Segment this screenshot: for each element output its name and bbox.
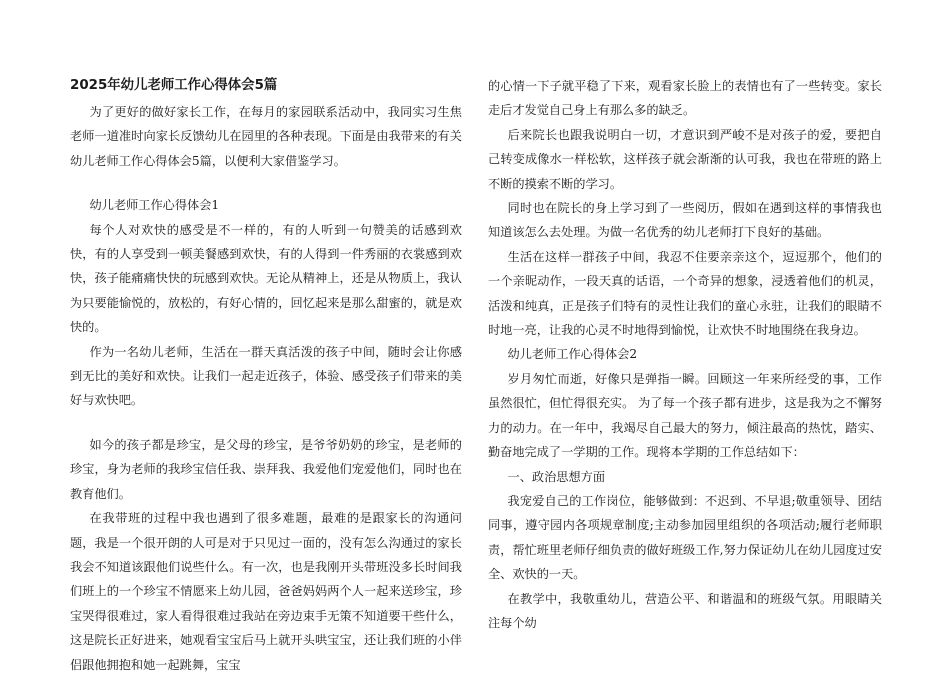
paragraph: 每个人对欢快的感受是不一样的，有的人听到一句赞美的话感到欢快，有的人享受到一顿美餐感到欢快，有的人得到一件秀丽的衣裳感到欢快，孩子能痛痛快快的玩感到欢快。无论从精神上，还是从物质上，我认为只要能愉悦的，放松的，有好心情的，回忆起来是那么甜蜜的，就是欢快的。: [70, 222, 462, 335]
paragraph: 同时也在院长的身上学习到了一些阅历，假如在遇到这样的事情我也知道该怎么去处理。为做一名优秀的幼儿老师打下良好的基础。: [488, 201, 882, 240]
paragraph: 岁月匆忙而逝，好像只是弹指一瞬。回顾这一年来所经受的事，工作虽然很忙，但忙得很充实。 为了每一个孩子都有进步，这是我为之不懈努力的动力。在一年中，我竭尽自己最大的努力，倾注最高的热忱，踏实、勤奋地完成了一学期的工作。现将本学期的工作总结如下：: [488, 371, 882, 460]
paragraph: 我宠爱自己的工作岗位，能够做到：不迟到、不早退;敬重领导、团结同事，遵守园内各项规章制度;主动参加园里组织的各项活动;履行老师职责，帮忙班里老师仔细负责的做好班级工作,努力保证幼儿在幼儿园度过安全、欢快的一天。: [488, 493, 882, 582]
section-heading-1: 幼儿老师工作心得体会1: [89, 198, 220, 213]
document-title: 2025年幼儿老师工作心得体会5篇: [70, 78, 278, 93]
paragraph: 作为一名幼儿老师，生活在一群天真活泼的孩子中间，随时会让你感到无比的美好和欢快。让我们一起走近孩子，体验、感受孩子们带来的美好与欢快吧。: [70, 344, 462, 408]
left-column: [70, 74, 462, 677]
subsection-heading: 一、政治思想方面: [507, 469, 606, 484]
paragraph: 后来院长也跟我说明白一切，才意识到严峻不是对孩子的爱，要把自己转变成像水一样松软，这样孩子就会渐渐的认可我，我也在带班的路上不断的摸索不断的学习。: [488, 127, 882, 191]
section-heading-2: 幼儿老师工作心得体会2: [507, 347, 638, 362]
paragraph: 在教学中，我敬重幼儿，营造公平、和谐温和的班级气氛。用眼睛关注每个幼: [488, 591, 882, 630]
right-column: [488, 74, 882, 635]
paragraph: 生活在这样一群孩子中间，我忍不住要亲亲这个，逗逗那个，他们的一个亲昵动作，一段天真的话语，一个奇异的想象，浸透着他们的机灵，活泼和纯真，正是孩子们特有的灵性让我们的童心永驻，让我们的眼睛不时地一亮，让我的心灵不时地得到愉悦，让欢快不时地围绕在我身边。: [488, 249, 882, 338]
paragraph-continued: 的心情一下子就平稳了下来，观看家长脸上的表情也有了一些转变。家长走后才发觉自己身上有那么多的缺乏。: [488, 79, 882, 118]
intro-paragraph: 为了更好的做好家长工作，在每月的家园联系活动中，我同实习生焦老师一道准时向家长反馈幼儿在园里的各种表现。下面是由我带来的有关幼儿老师工作心得体会5篇，以便利大家借鉴学习。: [70, 105, 462, 168]
paragraph: 如今的孩子都是珍宝，是父母的珍宝，是爷爷奶奶的珍宝，是老师的珍宝，身为老师的我珍宝信任我、崇拜我、我爱他们宠爱他们，同时也在教育他们。: [70, 437, 462, 501]
paragraph: 在我带班的过程中我也遇到了很多难题，最难的是跟家长的沟通问题，我是一个很开朗的人可是对于只见过一面的，没有怎么沟通过的家长我会不知道该跟他们说些什么。有一次，也是我刚开头带班没多长时间我们班上的一个珍宝不情愿来上幼儿园，爸爸妈妈两个人一起来送珍宝，珍宝哭得很难过，家人看得很难过我站在旁边束手无策不知道要干些什么，这是院长正好进来，她观看宝宝后马上就开头哄宝宝，还让我们班的小伴侣跟他拥抱和她一起跳舞，宝宝: [70, 511, 462, 672]
